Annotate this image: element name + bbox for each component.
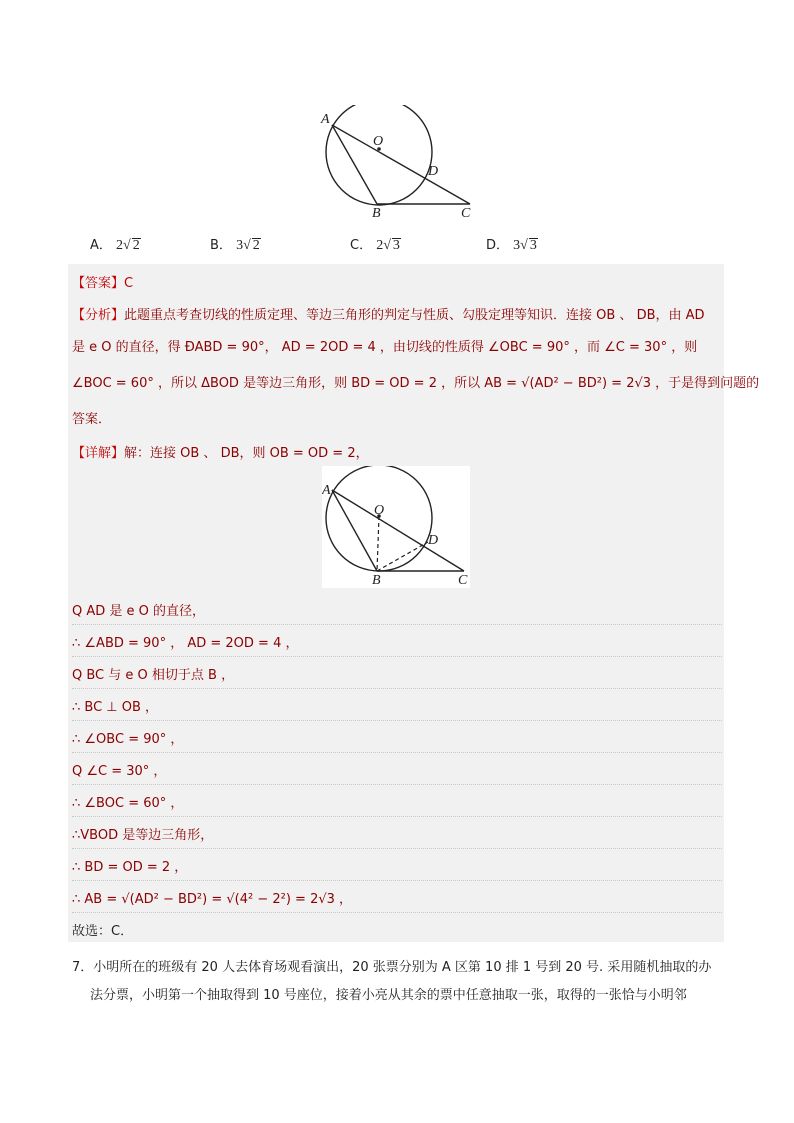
detail-step: ∴ AB = √(AD² − BD²) = √(4² − 2²) = 2√3 ，: [72, 892, 353, 907]
choice-c[interactable]: C． 2√ 3: [350, 238, 400, 253]
answer-tag: 【答案】: [72, 276, 125, 291]
divider: [72, 784, 722, 785]
label-d: D: [428, 533, 439, 548]
detail-conclusion: 故选：C．: [72, 924, 134, 939]
divider: [72, 720, 722, 721]
analysis-line-3: ∠BOC = 60° ，所以 ΔBOD 是等边三角形，则 BD = OD = 2 ，所以 AB = √(AD² − BD²) = 2√3 ，于是得到问题的: [72, 376, 760, 391]
choices-row: [90, 234, 730, 256]
divider: [72, 848, 722, 849]
divider: [72, 816, 722, 817]
detail-intro-line: [72, 442, 369, 461]
detail-step: ∴ ∠OBC = 90° ，: [72, 732, 184, 747]
choice-coef: 3: [236, 238, 244, 253]
divider: [72, 688, 722, 689]
analysis-tag: 【分析】: [72, 308, 125, 323]
choice-letter: D．: [486, 238, 510, 253]
analysis-line-2: 是 e O 的直径，得 ÐABD = 90°， AD = 2OD = 4 ，由切线的性质得 ∠OBC = 90° ，而 ∠C = 30° ，则: [72, 340, 698, 355]
question-7-line-2: 法分票，小明第一个抽取得到 10 号座位，接着小亮从其余的票中任意抽取一张，取得的一张恰与小明邻: [90, 988, 687, 1003]
choice-a[interactable]: A． 2√ 2: [90, 238, 140, 253]
divider: [72, 880, 722, 881]
choice-letter: B．: [210, 238, 232, 253]
choice-letter: C．: [350, 238, 373, 253]
detail-tag: 【详解】: [72, 446, 125, 461]
detail-step: ∴ BD = OD = 2 ，: [72, 860, 188, 875]
detail-step: ∴ ∠ABD = 90° ， AD = 2OD = 4 ，: [72, 636, 299, 651]
analysis-line-4: 答案．: [72, 412, 112, 427]
divider: [72, 752, 722, 753]
choice-b[interactable]: B． 3√ 2: [210, 238, 260, 253]
choice-radicand: 3: [529, 238, 537, 253]
detail-step: Q BC 与 e O 相切于点 B ，: [72, 668, 235, 683]
choice-d[interactable]: D． 3√ 3: [486, 238, 537, 253]
choice-radicand: 3: [392, 238, 400, 253]
label-c: C: [458, 573, 468, 588]
detail-step: Q ∠C = 30° ，: [72, 764, 167, 779]
analysis-text-1: 此题重点考查切线的性质定理、等边三角形的判定与性质、勾股定理等知识．连接 OB 、 DB，由 AD: [124, 308, 705, 323]
detail-step: ∴VBOD 是等边三角形，: [72, 828, 214, 843]
label-a: A: [322, 483, 331, 498]
label-o: O: [374, 503, 385, 518]
choice-coef: 3: [513, 238, 521, 253]
choice-letter: A．: [90, 238, 112, 253]
divider: [72, 912, 722, 913]
divider: [72, 656, 722, 657]
geometry-figure-1: [318, 105, 478, 220]
label-b: B: [372, 206, 381, 220]
choice-radicand: 2: [252, 238, 260, 253]
detail-step: ∴ BC ⊥ OB ，: [72, 700, 159, 715]
label-b: B: [372, 573, 381, 588]
analysis-line-1: [72, 304, 705, 323]
detail-step: Q AD 是 e O 的直径，: [72, 604, 206, 619]
choice-coef: 2: [376, 238, 384, 253]
detail-intro: 解：连接 OB 、 DB，则 OB = OD = 2，: [124, 446, 369, 461]
label-o: O: [373, 134, 384, 149]
label-a: A: [321, 112, 330, 127]
detail-step: ∴ ∠BOC = 60° ，: [72, 796, 184, 811]
divider: [72, 624, 722, 625]
geometry-figure-2: [322, 466, 470, 588]
label-d: D: [428, 164, 439, 179]
label-c: C: [461, 206, 471, 220]
question-7-line-1: 7．小明所在的班级有 20 人去体育场观看演出，20 张票分别为 A 区第 10 排 1 号到 20 号. 采用随机抽取的办: [72, 960, 712, 975]
answer-value: C: [124, 276, 134, 291]
choice-coef: 2: [116, 238, 124, 253]
choice-radicand: 2: [132, 238, 140, 253]
answer-line: [72, 272, 133, 291]
